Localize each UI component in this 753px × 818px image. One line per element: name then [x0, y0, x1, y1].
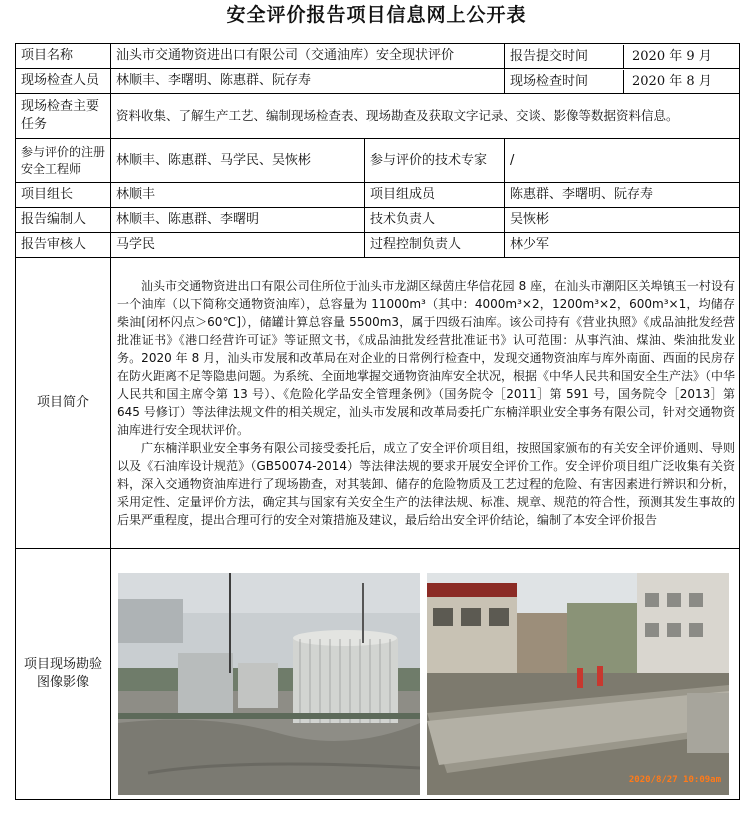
writers-label: 报告编制人 — [16, 208, 111, 233]
inspectors-label: 现场检查人员 — [16, 69, 111, 94]
tasks-label: 现场检查主要任务 — [16, 94, 111, 139]
tech-lead-label: 技术负责人 — [365, 208, 505, 233]
intro-paragraph-2: 广东楠洋职业安全事务有限公司接受委托后，成立了安全评价项目组，按照国家颁布的有关安全评价通则、导则以及《石油库设计规范》（GB50074-2014）等法律法规的要求开展安全评价工作。安全评价项目组广泛收集有关资料，深入交通物资油库进行了现场勘查，对其装卸、储存的危险物质及工艺过程的危险、有害因素进行辨识和分析，采用定性、定量评价方法，确定其与国家有关安全生产的法律法规、标准、规章、规范的符合性，预测其发生事故的后果严重程度，提出合理可行的安全对策措施及建议，最后给出安全评价结论，编制了本安全评价报告 — [117, 441, 736, 527]
inspect-time-label: 现场检查时间 — [505, 70, 624, 93]
leader-label: 项目组长 — [16, 183, 111, 208]
table-row — [16, 549, 740, 800]
submit-time-label: 报告提交时间 — [505, 45, 624, 68]
leader-value: 林顺丰 — [111, 183, 365, 208]
process-control-value: 林少军 — [505, 233, 740, 258]
reviewer-value: 马学民 — [111, 233, 365, 258]
table-row — [16, 233, 740, 258]
submit-time-cell — [505, 44, 740, 69]
intro-label: 项目简介 — [16, 258, 111, 549]
reviewer-label: 报告审核人 — [16, 233, 111, 258]
table-row — [16, 208, 740, 233]
engineers-value: 林顺丰、陈惠群、马学民、吴恢彬 — [111, 139, 365, 183]
photos-cell — [111, 549, 740, 800]
experts-label: 参与评价的技术专家 — [365, 139, 505, 183]
table-row — [16, 183, 740, 208]
inspect-time-cell — [505, 69, 740, 94]
intro-body — [111, 258, 740, 549]
submit-time-value: 2020 年 9 月 — [632, 48, 712, 64]
members-value: 陈惠群、李曙明、阮存寿 — [505, 183, 740, 208]
table-row — [16, 69, 740, 94]
tank-farm-photo — [118, 573, 420, 795]
engineers-label: 参与评价的注册安全工程师 — [16, 139, 111, 183]
process-control-label: 过程控制负责人 — [365, 233, 505, 258]
tech-lead-value: 吴恢彬 — [505, 208, 740, 233]
weighbridge-photo — [427, 573, 729, 795]
page-title: 安全评价报告项目信息网上公开表 — [226, 4, 527, 26]
photos-label: 项目现场勘验图像影像 — [16, 549, 111, 800]
tasks-value: 资料收集、了解生产工艺、编制现场检查表、现场勘查及获取文字记录、交谈、影像等数据资料信息。 — [111, 94, 740, 139]
table-row — [16, 44, 740, 69]
photo-timestamp: 2020/8/27 10:09am — [628, 775, 721, 785]
intro-paragraph-1: 汕头市交通物资进出口有限公司住所位于汕头市龙湖区绿茵庄华信花园 8 座，在汕头市潮阳区关埠镇玉一村设有一个油库（以下简称交通物资油库），总容量为 11000m³（其中：4000m³×2，1200m³×2，600m³×1，均储存柴油[闭杯闪点＞60℃]），储罐计算总容量 5500m3，属于四级石油库。该公司持有《营业执照》《成品油批发经营批准证书》《港口经营许可证》等证照文书，《成品油批发经营批准证书》认可范围：从事汽油、煤油、柴油批发业务。2020 年 8 月，汕头市发展和改革局在对企业的日常例行检查中，发现交通物资油库与库外南面、西面的民房存在防火距离不足等隐患问题。为系统、全面地掌握交通物资油库安全状况，根据《中华人民共和国安全生产法》（中华人民共和国主席令第 13 号）、《危险化学品安全管理条例》（国务院令［2011］第 591 号，国务院令［2013］第 645 号修订）等法律法规文件的相关规定，汕头市发展和改革局委托广东楠洋职业安全事务有限公司，针对交通物资油库进行安全现状评价。 — [117, 279, 736, 437]
inspect-time-value: 2020 年 8 月 — [632, 73, 712, 89]
project-name-value: 汕头市交通物资进出口有限公司（交通油库）安全现状评价 — [111, 44, 505, 69]
project-name-label: 项目名称 — [16, 44, 111, 69]
writers-value: 林顺丰、陈惠群、李曙明 — [111, 208, 365, 233]
info-table — [15, 43, 740, 800]
members-label: 项目组成员 — [365, 183, 505, 208]
experts-value: / — [505, 139, 740, 183]
table-row — [16, 139, 740, 183]
inspectors-value: 林顺丰、李曙明、陈惠群、阮存寿 — [111, 69, 505, 94]
table-row — [16, 94, 740, 139]
table-row — [16, 258, 740, 549]
